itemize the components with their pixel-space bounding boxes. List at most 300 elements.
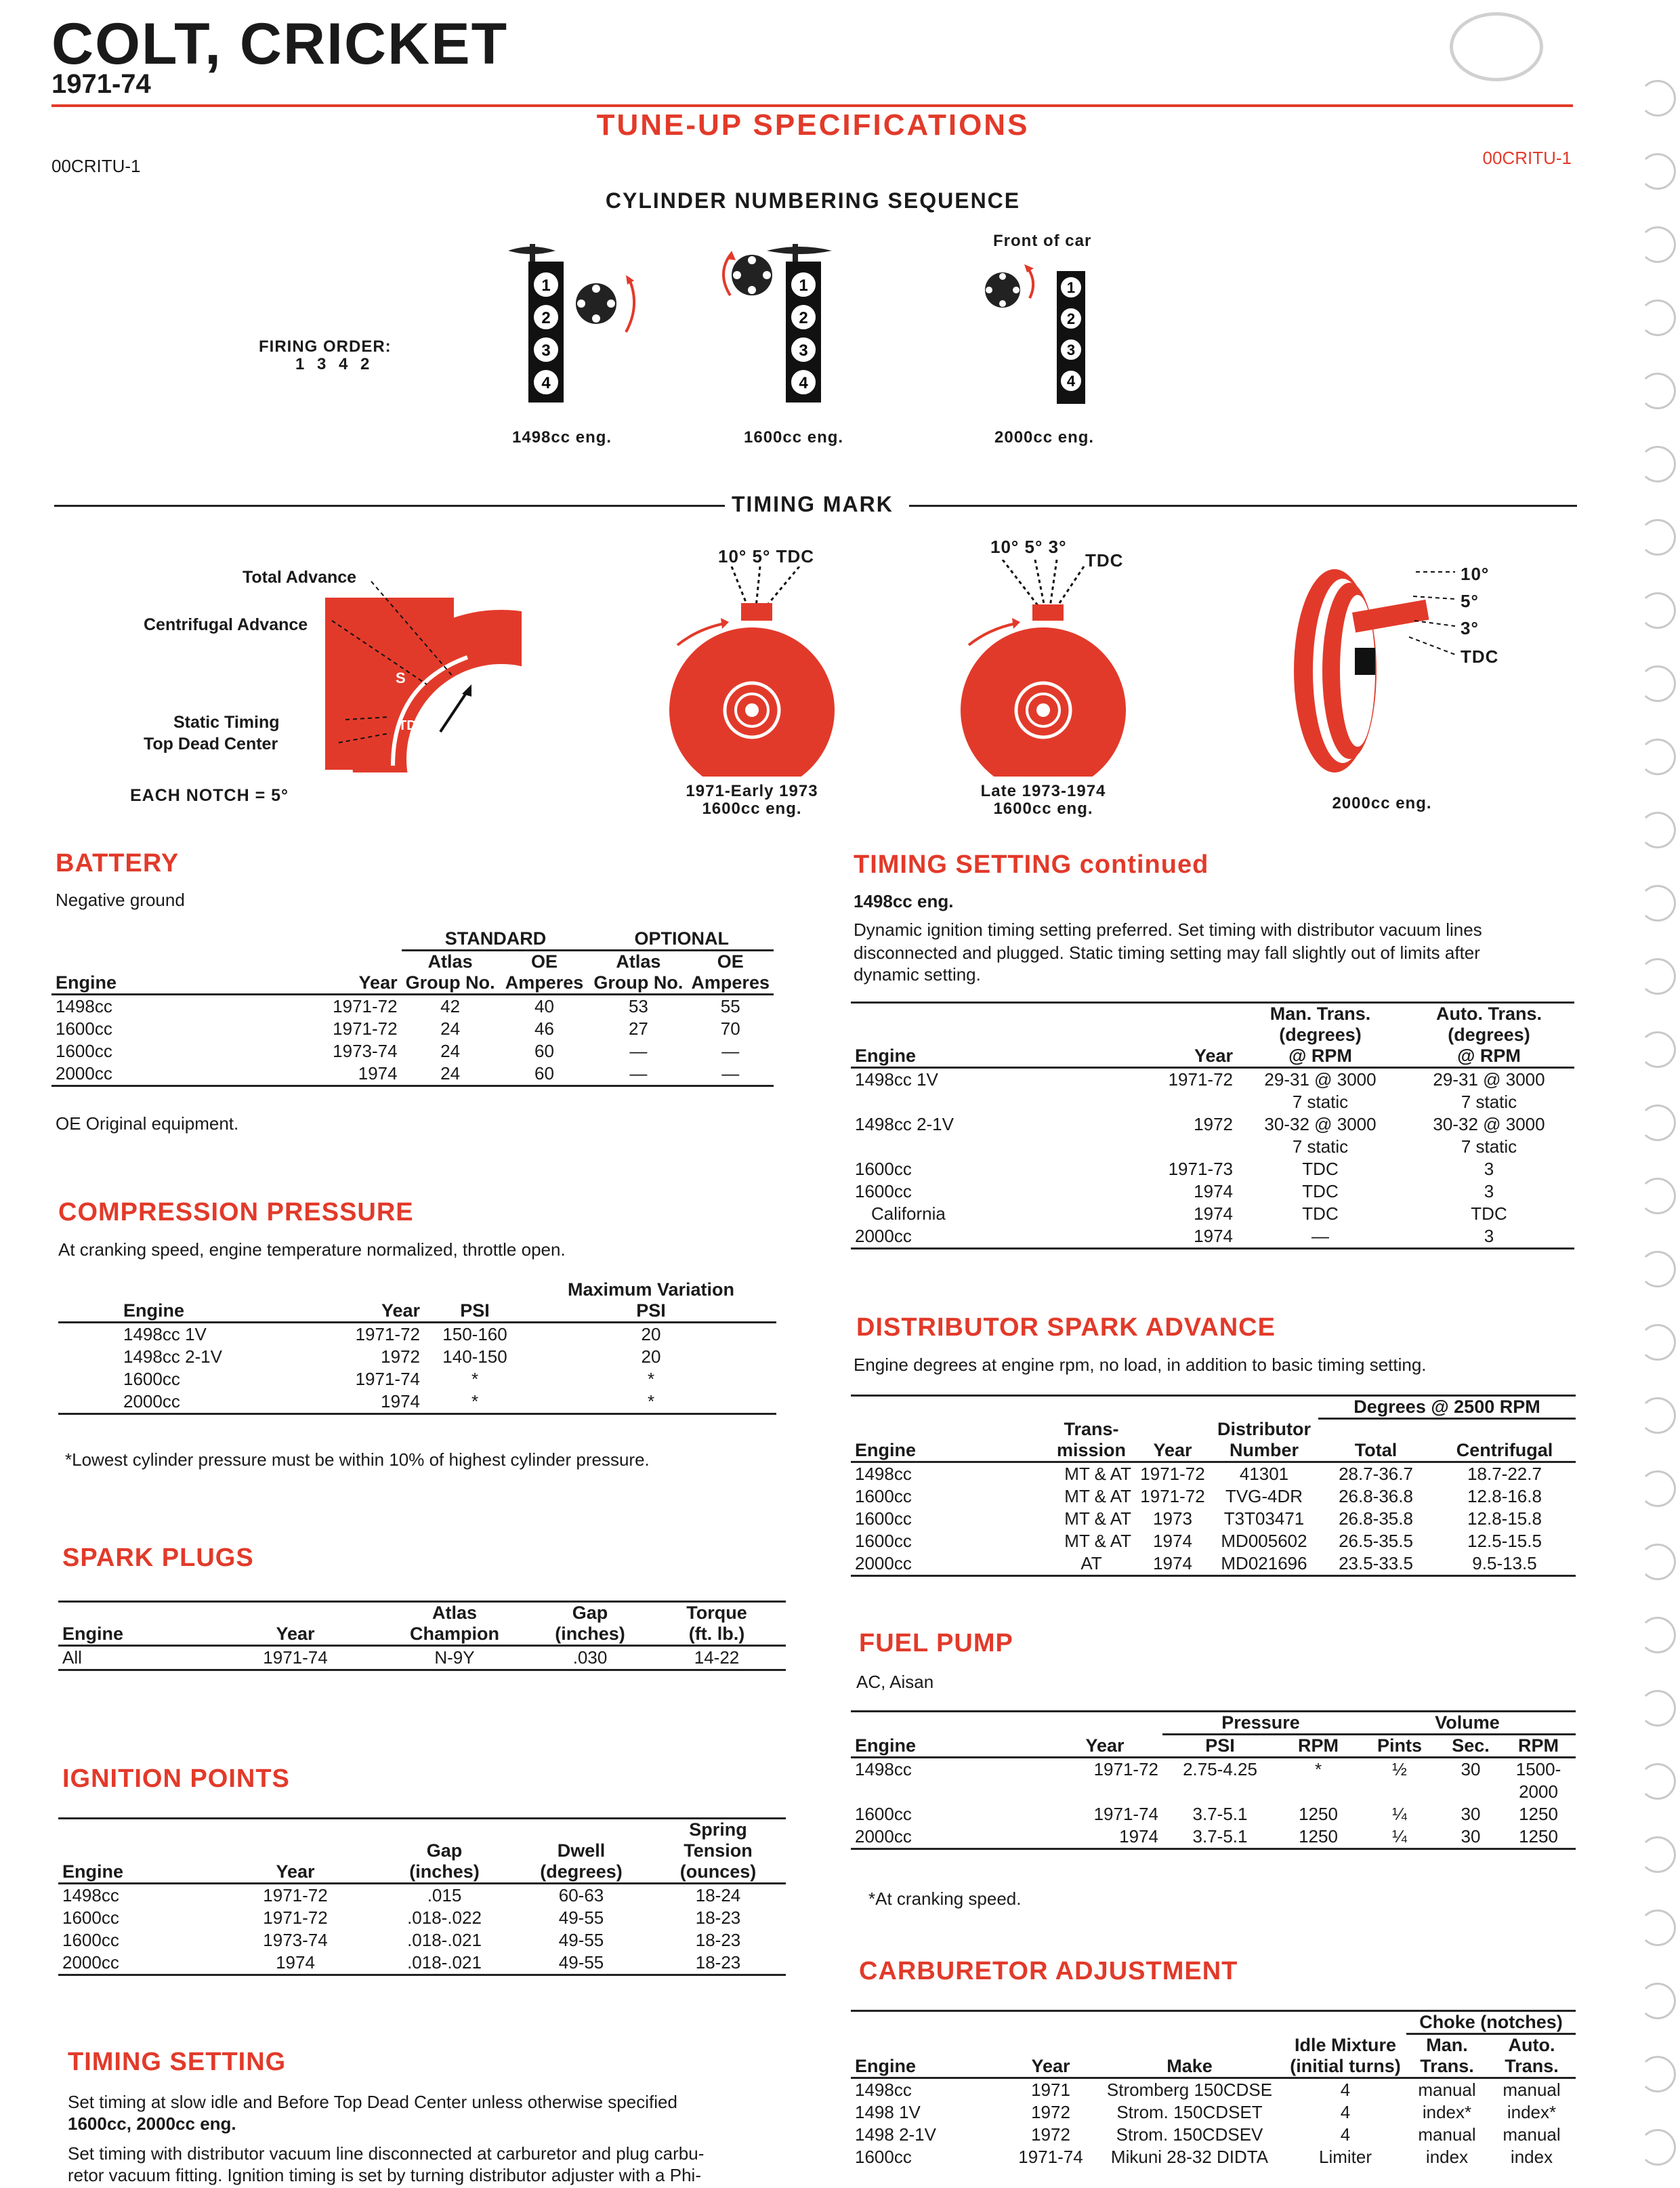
each-notch-label: EACH NOTCH = 5° <box>130 786 289 805</box>
table-cell: California <box>871 1203 946 1224</box>
carb-h-man: Man. <box>1426 2035 1468 2055</box>
fuel-h-sec: Sec. <box>1440 1735 1501 1758</box>
table-row <box>851 1180 1574 1203</box>
binder-hole-icon <box>1639 1178 1676 1214</box>
table-row <box>58 1346 776 1368</box>
table-row <box>851 1113 1574 1136</box>
binder-hole-icon <box>1639 592 1676 629</box>
table-header-cell <box>1210 1396 1318 1419</box>
battery-h-engine: Engine <box>51 972 251 995</box>
table-cell: 1971-74 <box>1018 2147 1083 2167</box>
table-row <box>51 1040 774 1062</box>
table-cell <box>851 1136 1074 1158</box>
table-cell: 1498cc <box>855 2080 912 2100</box>
table-header-cell <box>851 1025 1074 1046</box>
table-cell: 1600cc <box>123 1369 180 1389</box>
tc-h-year: Year <box>1074 1046 1237 1068</box>
binder-hole-icon <box>1639 153 1676 190</box>
page-code-right: 00CRITU-1 <box>1482 148 1572 168</box>
battery-footnote: OE Original equipment. <box>56 1113 239 1134</box>
table-cell: — <box>721 1041 740 1061</box>
fuel-h-psi: PSI <box>1162 1735 1278 1758</box>
pulley2-cap-b: 1600cc eng. <box>993 800 1093 818</box>
timing-cont-p3: dynamic setting. <box>854 964 981 985</box>
compression-h-psi: PSI <box>424 1300 526 1323</box>
table-row <box>851 1552 1576 1576</box>
fuel-h-engine: Engine <box>851 1735 1047 1758</box>
distributor-note: Engine degrees at engine rpm, no load, in addition to basic timing setting. <box>854 1355 1427 1375</box>
tc-h-engine: Engine <box>851 1046 1074 1068</box>
battery-h-amperes2: Amperes <box>687 972 774 995</box>
table-cell: 53 <box>628 996 648 1016</box>
pulley1-marks: 10° 5° TDC <box>718 546 815 566</box>
table-cell: Stromberg 150CDSE <box>1106 2080 1273 2100</box>
table-cell: 1971-72 <box>355 1324 420 1344</box>
cyl-num-text: 4 <box>799 374 808 392</box>
carburetor-table <box>851 2010 1576 2168</box>
table-cell: 18.7-22.7 <box>1467 1463 1542 1484</box>
timing-cont-sub: 1498cc eng. <box>854 891 954 911</box>
binder-hole-icon <box>1639 739 1676 775</box>
binder-hole-icon <box>1639 1105 1676 1141</box>
table-cell: 1971-72 <box>1093 1759 1158 1779</box>
timing-cont-p1: Dynamic ignition timing setting preferred. Set timing with distributor vacuum lines <box>854 920 1482 940</box>
table-cell: 1498cc 1V <box>123 1324 207 1344</box>
table-cell: 1600cc <box>855 2147 912 2167</box>
distributor-table <box>851 1395 1576 1577</box>
table-cell: 1971-74 <box>214 1646 377 1670</box>
compression-table <box>58 1279 776 1415</box>
table-cell: 1971-72 <box>333 1018 398 1039</box>
table-cell: 60 <box>499 1062 590 1086</box>
pulley3-mark-5: 5° <box>1461 591 1479 611</box>
table-cell: manual <box>1503 2080 1561 2100</box>
dist-h-year: Year <box>1135 1440 1210 1462</box>
table-row <box>851 1158 1574 1180</box>
table-cell: 1600cc <box>855 1159 912 1179</box>
table-cell: .018-.021 <box>407 1930 482 1950</box>
cyl-num-text: 4 <box>541 374 551 392</box>
pulley-1600-early <box>664 566 840 777</box>
table-cell: — <box>1237 1225 1404 1249</box>
table-header-cell <box>851 1396 1047 1419</box>
plugs-h-inches: (inches) <box>532 1624 648 1646</box>
battery-optional: OPTIONAL <box>589 928 774 951</box>
table-row <box>851 1068 1574 1092</box>
timing-rule-right <box>909 505 1577 507</box>
timing-leader-lines <box>298 576 474 752</box>
table-row <box>851 2078 1576 2102</box>
table-cell: 1498cc 2-1V <box>855 1114 954 1134</box>
table-row <box>58 1884 786 1907</box>
cylinder-diagrams <box>501 230 1111 420</box>
table-header-cell <box>851 2034 1007 2057</box>
table-row <box>851 1508 1576 1530</box>
table-header-cell <box>1074 1025 1237 1046</box>
table-cell: 1971 <box>1031 2080 1070 2100</box>
eng-1498-label: 1498cc eng. <box>512 428 612 447</box>
ign-h-gap: Gap <box>426 1840 463 1861</box>
table-cell: 41301 <box>1239 1463 1289 1484</box>
table-cell <box>1074 1091 1237 1113</box>
table-cell: N-9Y <box>377 1646 532 1670</box>
table-cell: 20 <box>641 1346 661 1367</box>
table-cell: ¼ <box>1359 1825 1440 1849</box>
table-cell: 2000 <box>1519 1781 1558 1802</box>
pulley1-cap-a: 1971-Early 1973 <box>686 782 818 800</box>
binder-hole-icon <box>1639 373 1676 409</box>
table-header-cell <box>251 951 401 973</box>
fuel-h-pressure: Pressure <box>1162 1712 1359 1735</box>
pulley2-marks-a: 10° 5° 3° <box>990 537 1067 557</box>
table-cell: manual <box>1418 2080 1476 2100</box>
binder-hole-icon <box>1639 226 1676 263</box>
plugs-h-engine: Engine <box>58 1624 214 1646</box>
timing-setting-title: TIMING SETTING <box>68 2048 287 2076</box>
table-row <box>851 2124 1576 2146</box>
compression-h-psi2: PSI <box>526 1300 776 1323</box>
table-cell: AT <box>1047 1552 1135 1576</box>
carb-h-year: Year <box>1007 2056 1095 2078</box>
pulley1-cap-b: 1600cc eng. <box>702 800 802 818</box>
table-cell <box>851 1091 1074 1113</box>
table-cell: 27 <box>628 1018 648 1039</box>
table-cell: 18-23 <box>695 1930 741 1950</box>
table-cell: 60 <box>534 1041 554 1061</box>
battery-h-amperes: Amperes <box>499 972 590 995</box>
battery-standard: STANDARD <box>402 928 590 951</box>
table-cell: 2000cc <box>58 1952 214 1975</box>
table-cell: 7 static <box>1461 1092 1517 1112</box>
table-cell: .015 <box>427 1885 462 1905</box>
table-cell: 7 static <box>1292 1092 1349 1112</box>
timing-cont-table <box>851 1002 1574 1250</box>
table-cell: 1600cc <box>62 1907 119 1928</box>
table-cell: 1971-72 <box>1140 1463 1205 1484</box>
table-header-cell <box>851 2011 1007 2034</box>
centrifugal-advance-label: Centrifugal Advance <box>144 615 308 634</box>
table-header-cell <box>851 1003 1074 1025</box>
table-cell: 1971-72 <box>263 1907 328 1928</box>
table-cell: 1250 <box>1278 1825 1359 1849</box>
dist-h-centrifugal: Centrifugal <box>1433 1440 1576 1462</box>
table-header-cell <box>1095 2011 1284 2034</box>
table-cell: 7 static <box>1292 1136 1349 1157</box>
table-header-cell <box>851 1712 1047 1735</box>
table-cell: 7 static <box>1461 1136 1517 1157</box>
front-of-car-label: Front of car <box>993 232 1092 250</box>
table-cell: TVG-4DR <box>1225 1485 1303 1506</box>
fuel-pump-table <box>851 1710 1576 1850</box>
page-years: 1971-74 <box>51 69 151 99</box>
table-header-cell <box>512 1819 650 1841</box>
table-header-cell <box>58 1840 214 1861</box>
table-header-cell <box>1318 1419 1433 1440</box>
engine-2000-diagram <box>985 264 1085 404</box>
ign-h-year: Year <box>214 1861 377 1884</box>
table-header-cell <box>1135 1396 1210 1419</box>
table-cell: 9.5-13.5 <box>1433 1552 1576 1576</box>
battery-note: Negative ground <box>56 890 185 910</box>
timing-rule-left <box>54 505 725 507</box>
ign-h-inches: (inches) <box>377 1861 512 1884</box>
table-row <box>851 2101 1576 2124</box>
battery-title: BATTERY <box>56 849 180 878</box>
table-cell: T3T03471 <box>1223 1508 1305 1529</box>
table-row <box>58 1368 776 1390</box>
ign-h-spring: Spring <box>689 1819 747 1840</box>
table-cell <box>1359 1781 1440 1803</box>
binder-hole-icon <box>1639 1324 1676 1361</box>
table-cell: 42 <box>440 996 461 1016</box>
table-cell: 1972 <box>1194 1114 1233 1134</box>
plugs-h-torque: Torque <box>686 1603 747 1623</box>
pulley-1600-late <box>955 560 1131 777</box>
table-header-cell <box>251 928 401 951</box>
fuel-h-volume: Volume <box>1359 1712 1576 1735</box>
eng-2000-label: 2000cc eng. <box>994 428 1095 447</box>
table-cell: Mikuni 28-32 DIDTA <box>1110 2147 1269 2167</box>
table-cell: 14-22 <box>648 1646 786 1670</box>
table-cell: * <box>526 1390 776 1414</box>
table-cell: 1600cc <box>855 1804 912 1824</box>
table-cell: MT & AT <box>1064 1463 1131 1484</box>
binder-hole-icon <box>1639 958 1676 995</box>
pulley3-mark-tdc: TDC <box>1461 646 1499 667</box>
table-cell: 3.7-5.1 <box>1192 1804 1248 1824</box>
table-row <box>58 1907 786 1929</box>
dist-h-number: Number <box>1210 1440 1318 1462</box>
dist-h-engine: Engine <box>851 1440 1047 1462</box>
table-cell: 1974 <box>302 1390 424 1414</box>
table-cell: All <box>58 1646 214 1670</box>
pulley3-mark-10: 10° <box>1461 564 1490 584</box>
table-header-cell <box>424 1279 526 1300</box>
firing-order-value: 1 3 4 2 <box>295 355 374 373</box>
binder-hole-icon <box>1639 1836 1676 1873</box>
static-timing-label: Static Timing <box>173 713 280 732</box>
table-cell: * <box>471 1369 479 1389</box>
pulley3-mark-3: 3° <box>1461 618 1479 638</box>
table-cell <box>1162 1781 1278 1803</box>
table-cell: 24 <box>440 1041 461 1061</box>
table-cell: 1971-72 <box>333 996 398 1016</box>
table-cell: 1973 <box>1153 1508 1192 1529</box>
fuel-pump-title: FUEL PUMP <box>859 1629 1013 1657</box>
table-cell: 49-55 <box>512 1952 650 1975</box>
ignition-title: IGNITION POINTS <box>62 1764 290 1793</box>
binder-hole-icon <box>1639 885 1676 922</box>
binder-hole-icon <box>1639 812 1676 848</box>
table-cell: Strom. 150CDSET <box>1116 2102 1263 2122</box>
table-cell: index <box>1510 2147 1553 2167</box>
cyl-num-text: 1 <box>1066 279 1076 296</box>
table-cell <box>851 1781 1047 1803</box>
eng-1600-label: 1600cc eng. <box>744 428 844 447</box>
table-cell: manual <box>1503 2124 1561 2145</box>
table-header-cell <box>58 1819 214 1841</box>
table-cell: — <box>629 1041 648 1061</box>
table-cell: 1498cc <box>855 1463 912 1484</box>
battery-h-oe2: OE <box>717 951 744 972</box>
cyl-num-text: 3 <box>1066 342 1076 358</box>
battery-h-group2: Group No. <box>589 972 687 995</box>
tc-h-auto: Auto. Trans. <box>1435 1004 1542 1024</box>
table-header-cell <box>51 951 251 973</box>
table-cell: 1250 <box>1501 1825 1576 1849</box>
table-cell: 1974 <box>1194 1203 1233 1224</box>
table-cell: MT & AT <box>1064 1530 1131 1551</box>
carb-h-make: Make <box>1095 2056 1284 2078</box>
table-cell: 30 <box>1461 1804 1481 1824</box>
pulley2-cap-a: Late 1973-1974 <box>980 782 1106 800</box>
table-header-cell <box>51 928 251 951</box>
table-cell: MD021696 <box>1210 1552 1318 1576</box>
table-cell: 2000cc <box>851 1552 1047 1576</box>
tc-h-rpm2: @ RPM <box>1404 1046 1574 1068</box>
table-cell: 1498cc <box>56 996 112 1016</box>
table-row <box>58 1929 786 1952</box>
table-cell: 4 <box>1340 2102 1351 2122</box>
pulley3-cap: 2000cc eng. <box>1332 794 1432 812</box>
table-cell: 1971-72 <box>263 1885 328 1905</box>
table-cell: 18-23 <box>650 1952 786 1975</box>
table-cell: 1972 <box>1031 2102 1070 2122</box>
table-row <box>58 1952 786 1975</box>
table-row <box>851 1485 1576 1508</box>
binder-hole-icon <box>1639 300 1676 336</box>
fuel-h-pints: Pints <box>1359 1735 1440 1758</box>
cyl-num-text: 2 <box>799 309 808 327</box>
carb-h-choke: Choke (notches) <box>1406 2011 1576 2034</box>
battery-h-atlas: Atlas <box>427 951 473 972</box>
page-title: COLT, CRICKET <box>51 12 509 77</box>
table-cell: 40 <box>534 996 554 1016</box>
table-cell: 1972 <box>1031 2124 1070 2145</box>
compression-footnote: *Lowest cylinder pressure must be within 10% of highest cylinder pressure. <box>65 1449 650 1470</box>
table-cell: 1498cc <box>62 1885 119 1905</box>
table-cell: * <box>1314 1759 1322 1779</box>
table-header-cell <box>377 1819 512 1841</box>
table-header-cell <box>1007 2011 1095 2034</box>
table-row <box>58 1646 786 1670</box>
table-row <box>851 2146 1576 2168</box>
compression-h-maxvar: Maximum Variation <box>567 1279 735 1300</box>
table-cell: 3.7-5.1 <box>1162 1825 1278 1849</box>
spark-plugs-title: SPARK PLUGS <box>62 1544 254 1572</box>
table-cell: 26.8-36.8 <box>1339 1485 1413 1506</box>
table-cell: * <box>424 1390 526 1414</box>
table-header-cell <box>58 1279 302 1300</box>
dist-h-mission: mission <box>1047 1440 1135 1462</box>
table-cell: 4 <box>1340 2080 1351 2100</box>
plugs-h-gap: Gap <box>572 1603 608 1623</box>
carb-h-trans1: Trans. <box>1406 2056 1488 2078</box>
brand-logo-icon <box>1450 12 1543 81</box>
table-header-cell <box>1433 1419 1576 1440</box>
binder-hole-icon <box>1639 1983 1676 2019</box>
table-cell: .030 <box>532 1646 648 1670</box>
table-cell <box>1047 1781 1162 1803</box>
table-cell: 1974 <box>1047 1825 1162 1849</box>
table-cell: 1498cc 2-1V <box>123 1346 222 1367</box>
timing-setting-p1: Set timing at slow idle and Before Top Dead Center unless otherwise specified <box>68 2092 677 2112</box>
table-cell: Strom. 150CDSEV <box>1116 2124 1263 2145</box>
table-row <box>51 995 774 1018</box>
table-row <box>51 1062 774 1086</box>
table-row <box>851 1203 1574 1225</box>
binder-hole-icon <box>1639 1251 1676 1287</box>
binder-hole-icon <box>1639 1544 1676 1580</box>
ign-h-dwell: Dwell <box>557 1840 606 1861</box>
fuel-h-year: Year <box>1047 1735 1162 1758</box>
table-cell: 1600cc <box>855 1485 912 1506</box>
table-row <box>851 1803 1576 1825</box>
tc-h-deg1: (degrees) <box>1279 1025 1362 1045</box>
cyl-num-text: 3 <box>541 342 551 360</box>
page-code-left: 00CRITU-1 <box>51 156 141 176</box>
firing-order-label: FIRING ORDER: <box>259 337 392 356</box>
battery-h-atlas2: Atlas <box>616 951 661 972</box>
table-cell: 24 <box>440 1018 461 1039</box>
table-header-cell <box>214 1840 377 1861</box>
table-cell: 2.75-4.25 <box>1183 1759 1257 1779</box>
table-cell: TDC <box>1302 1181 1339 1201</box>
timing-setting-sub: 1600cc, 2000cc eng. <box>68 2113 236 2134</box>
table-cell: 2000cc <box>851 1825 1047 1849</box>
table-cell: 140-150 <box>442 1346 507 1367</box>
table-cell: 1974 <box>1153 1530 1192 1551</box>
table-header-cell <box>214 1819 377 1841</box>
table-cell: 1250 <box>1299 1804 1338 1824</box>
table-cell: 24 <box>402 1062 499 1086</box>
table-cell <box>1440 1781 1501 1803</box>
plugs-h-ftlb: (ft. lb.) <box>648 1624 786 1646</box>
table-header-cell <box>1074 1003 1237 1025</box>
table-cell: index* <box>1507 2102 1557 2122</box>
tdc-mark: TDC <box>398 718 427 733</box>
table-cell: 1600cc <box>855 1508 912 1529</box>
tc-h-rpm1: @ RPM <box>1237 1046 1404 1068</box>
table-cell: 1600cc <box>855 1530 912 1551</box>
table-cell: 26.8-35.8 <box>1339 1508 1413 1529</box>
table-header-cell <box>1047 1396 1135 1419</box>
carb-h-idle: Idle Mixture <box>1294 2035 1397 2055</box>
table-cell: 28.7-36.7 <box>1339 1463 1413 1484</box>
pulley2-marks-b: TDC <box>1085 550 1124 571</box>
table-cell: 30 <box>1440 1825 1501 1849</box>
table-header-cell <box>214 1602 377 1624</box>
table-header-cell <box>1135 1419 1210 1440</box>
table-cell: 29-31 @ 3000 <box>1264 1069 1377 1090</box>
binder-hole-icon <box>1639 2129 1676 2166</box>
table-cell: 1974 <box>214 1952 377 1975</box>
table-cell: MD005602 <box>1221 1530 1307 1551</box>
tc-h-deg2: (degrees) <box>1448 1025 1530 1045</box>
cyl-num-text: 1 <box>541 276 551 295</box>
table-header-cell <box>1095 2034 1284 2057</box>
engine-1600-diagram <box>723 244 832 402</box>
binder-hole-icon <box>1639 1910 1676 1946</box>
table-cell <box>1278 1781 1359 1803</box>
table-cell: TDC <box>1302 1203 1339 1224</box>
table-cell: TDC <box>1471 1203 1507 1224</box>
table-cell: 30-32 @ 3000 <box>1264 1114 1377 1134</box>
cyl-num-text: 3 <box>799 342 808 360</box>
table-cell: 1600cc <box>62 1930 119 1950</box>
table-cell: 18-23 <box>695 1907 741 1928</box>
table-cell: 1974 <box>1194 1181 1233 1201</box>
